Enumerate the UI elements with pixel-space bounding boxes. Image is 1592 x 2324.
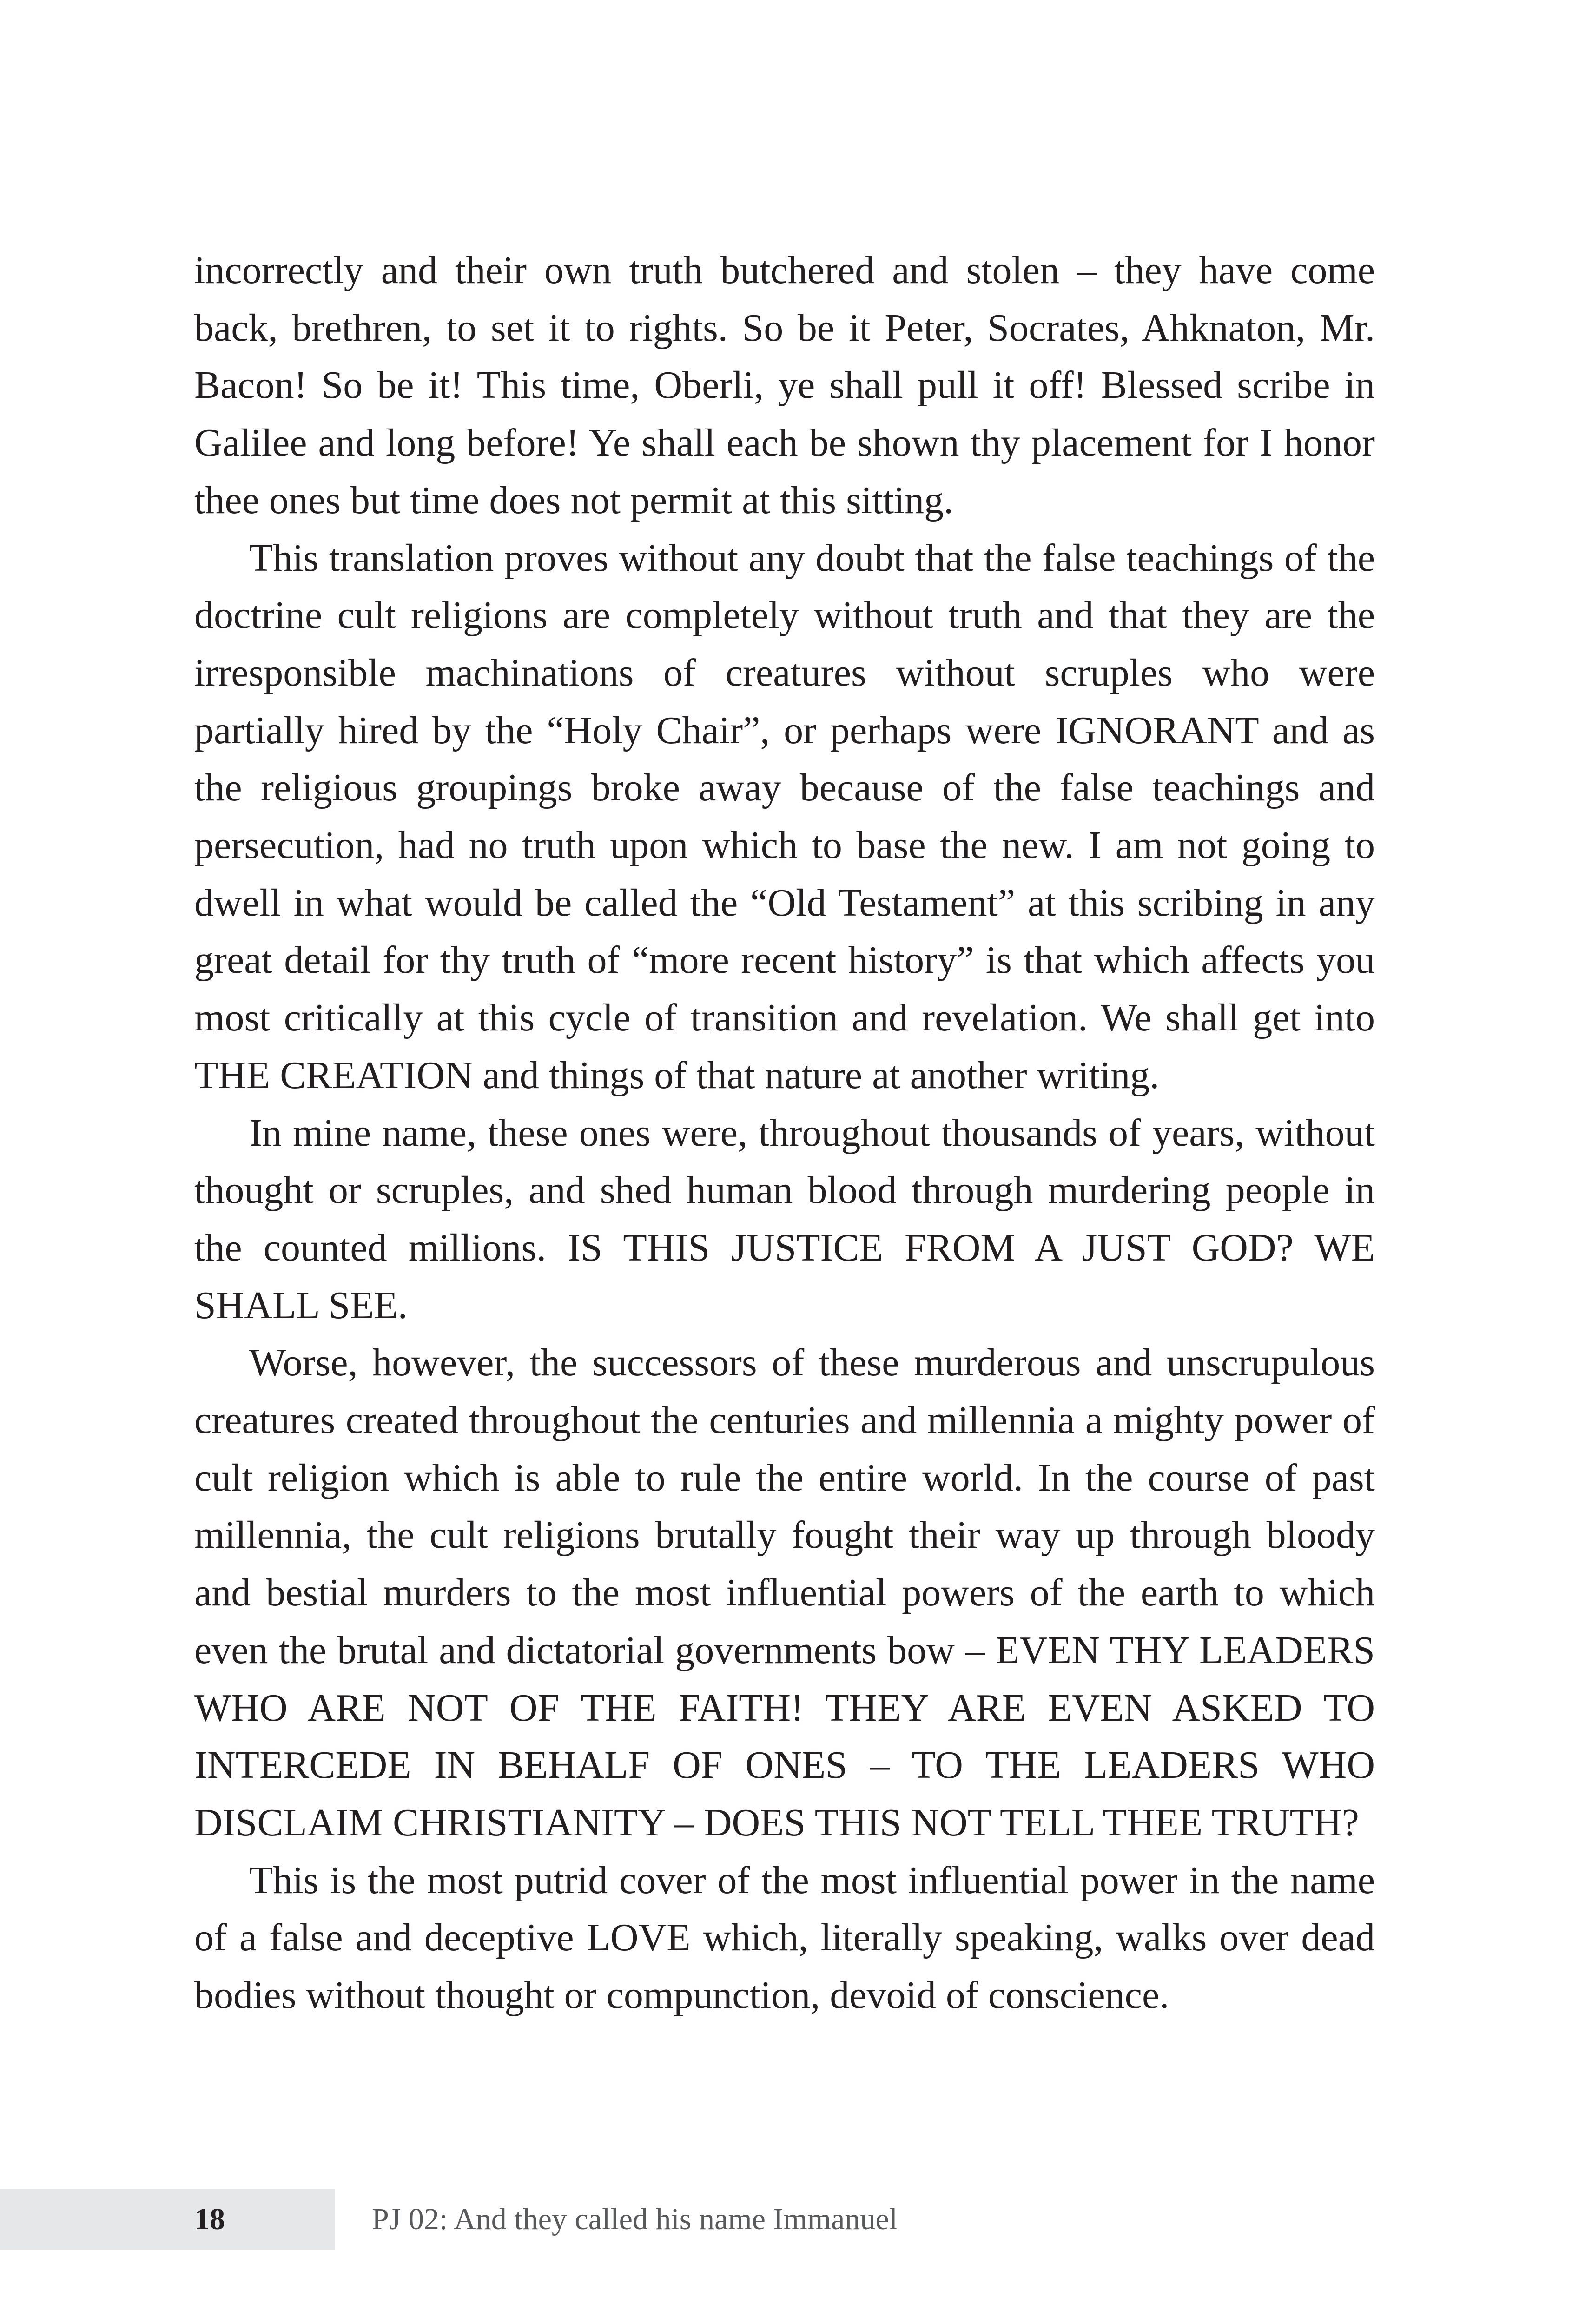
footer-shade-bar bbox=[0, 2189, 335, 2250]
paragraph-successors: Worse, however, the successors of these murderous and unscrupulous creatures created throughout the centuries and millennia a mighty power of cult religion which is able to rule the entire world. In the course of past millennia, the cult religions brutally fought their way up through bloody and bestial murders to the most influential powers of the earth to which even the brutal and dictatorial governments bow – EVEN THY LEADERS WHO ARE NOT OF THE FAITH! THEY ARE EVEN ASKED TO INTERCEDE IN BEHALF OF ONES – TO THE LEADERS WHO DISCLAIM CHRISTIANITY – DOES THIS NOT TELL THEE TRUTH? bbox=[194, 1341, 1375, 1844]
page-number: 18 bbox=[194, 2202, 225, 2236]
running-title: PJ 02: And they called his name Immanuel bbox=[372, 2202, 898, 2236]
paragraph-translation: This translation proves without any doubt that the false teachings of the doctrine cult religions are completely without truth and that they are the irresponsible machinations of creatures without scruples who were partially hired by the “Holy Chair”, or perhaps were IGNORANT and as the religious groupings broke away because of the false teachings and persecution, had no truth upon which to base the new. I am not going to dwell in what would be called the “Old Testament” at this scribing in any great detail for thy truth of “more recent history” is that which affects you most critically at this cycle of transition and revelation. We shall get into THE CREATION and things of that nature at another writing. bbox=[194, 536, 1375, 1097]
paragraph-continued: incorrectly and their own truth butchered and stolen – they have come back, brethren, to set it to rights. So be it Peter, Socrates, Ahknaton, Mr. Bacon! So be it! This time, Oberli, ye shall pull it off! Blessed scribe in Galilee and long before! Ye shall each be shown thy placement for I honor thee ones but time does not permit at this sitting. bbox=[194, 249, 1375, 522]
paragraph-mine-name: In mine name, these ones were, throughout thousands of years, without thought or scruples, and shed human blood through murdering people in the counted millions. IS THIS JUSTICE FROM A JUST GOD? WE SHALL SEE. bbox=[194, 1111, 1375, 1327]
body-text bbox=[194, 242, 1375, 2024]
paragraph-putrid-cover: This is the most putrid cover of the most influential power in the name of a false and deceptive LOVE which, literally speaking, walks over dead bodies without thought or compunction, devoid of conscience. bbox=[194, 1858, 1375, 2017]
